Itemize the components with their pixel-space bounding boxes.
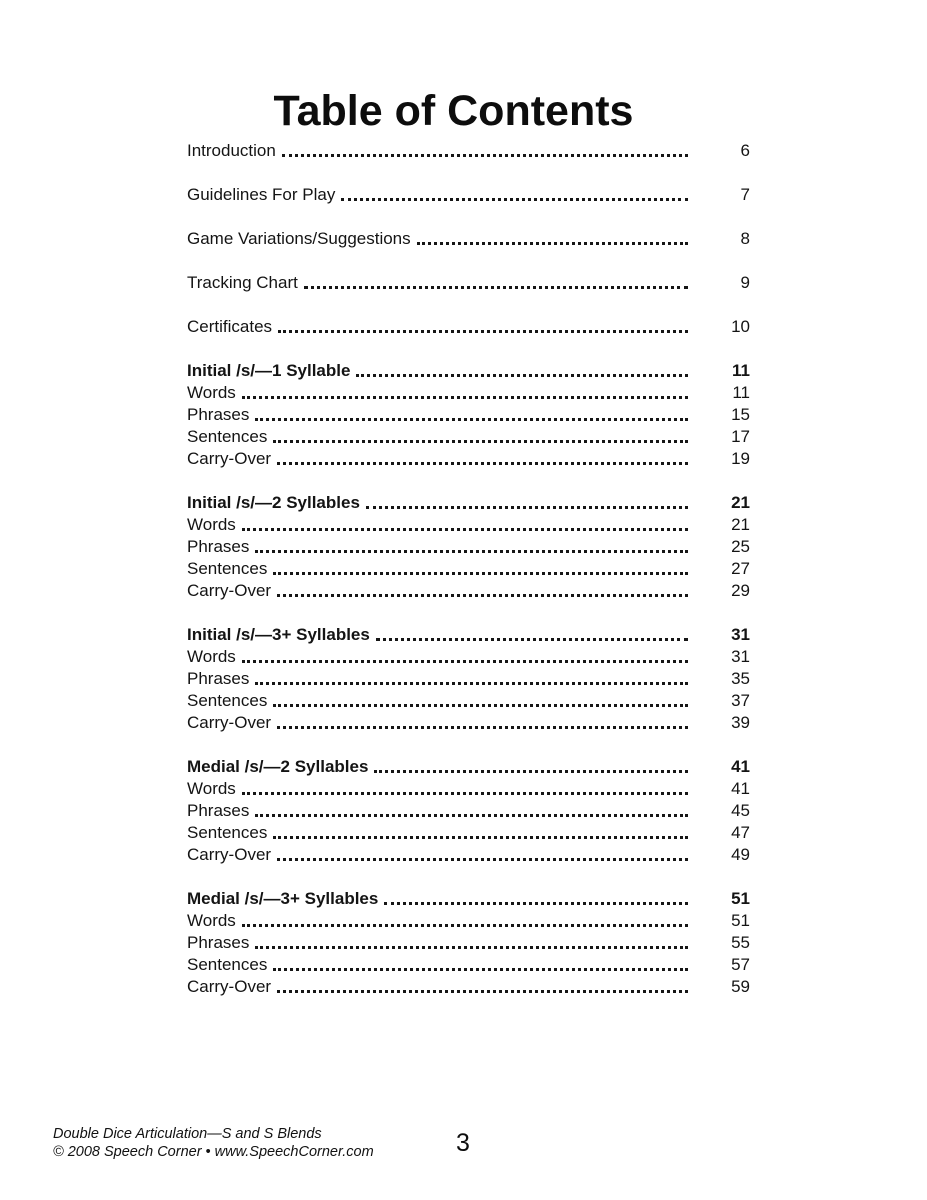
dot-leader [366,506,688,509]
toc-entry-page: 15 [731,405,750,424]
toc-row [187,932,750,954]
toc-row [187,448,750,470]
toc-entry-page: 51 [731,889,750,908]
toc-entry-label: Tracking Chart [187,273,298,292]
dot-leader [356,374,688,377]
toc-entry-label: Words [187,383,236,402]
dot-leader [341,198,688,201]
footer-copyright: © 2008 Speech Corner • www.SpeechCorner.com [53,1143,374,1160]
toc-entry-label: Carry-Over [187,581,272,600]
toc-entry-label: Carry-Over [187,713,272,732]
toc-entry-page: 6 [740,141,750,160]
toc-row [187,382,750,404]
toc-row [187,272,750,294]
toc-entry-page: 21 [731,515,750,534]
dot-leader [282,154,688,157]
toc-entry-label: Initial /s/—2 Syllables [187,493,360,512]
dot-leader [273,836,688,839]
dot-leader [242,396,688,399]
toc-entry-page: 35 [731,669,750,688]
toc-row [187,910,750,932]
toc-row [187,976,750,998]
toc-entry-label: Medial /s/—2 Syllables [187,757,369,776]
page-number: 3 [456,1129,470,1157]
footer-book-title: Double Dice Articulation—S and S Blends [53,1126,322,1142]
toc-row [187,514,750,536]
toc-row [187,712,750,734]
dot-leader [417,242,688,245]
toc-row [187,844,750,866]
toc-row [187,822,750,844]
toc-entry-label: Phrases [187,405,250,424]
toc-entry-page: 31 [731,625,750,644]
dot-leader [255,682,688,685]
dot-leader [273,704,688,707]
toc-row [187,778,750,800]
toc-row [187,404,750,426]
toc-row [187,536,750,558]
toc-entry-page: 9 [740,273,750,292]
toc-entry-page: 45 [731,801,750,820]
toc-row [187,888,750,910]
toc-entry-label: Certificates [187,317,273,336]
dot-leader [384,902,688,905]
toc-row [187,316,750,338]
toc-row [187,756,750,778]
toc-entry-page: 8 [740,229,750,248]
dot-leader [255,946,688,949]
dot-leader [273,572,688,575]
page-title: Table of Contents [273,86,634,135]
toc-entry-page: 21 [731,493,750,512]
toc-entry-label: Words [187,647,236,666]
toc-entry-page: 11 [732,361,750,380]
toc-entry-label: Words [187,911,236,930]
toc-entry-page: 57 [731,955,750,974]
dot-leader [255,418,688,421]
dot-leader [273,968,688,971]
toc-entry-label: Words [187,779,236,798]
toc-entry-page: 37 [731,691,750,710]
toc-entry-page: 10 [731,317,750,336]
toc-entry-page: 27 [731,559,750,578]
toc-row [187,360,750,382]
toc-entry-label: Phrases [187,933,250,952]
toc-row [187,140,750,162]
dot-leader [242,660,688,663]
toc-entry-label: Carry-Over [187,977,272,996]
toc-row [187,426,750,448]
toc-entry-label: Introduction [187,141,276,160]
dot-leader [277,462,688,465]
dot-leader [273,440,688,443]
table-of-contents [187,140,750,998]
dot-leader [277,990,688,993]
toc-row [187,184,750,206]
dot-leader [242,792,688,795]
toc-entry-label: Phrases [187,669,250,688]
toc-row [187,228,750,250]
toc-entry-page: 55 [731,933,750,952]
toc-entry-page: 29 [731,581,750,600]
toc-entry-label: Carry-Over [187,449,272,468]
toc-entry-page: 59 [731,977,750,996]
toc-row [187,954,750,976]
toc-entry-page: 41 [731,757,750,776]
toc-entry-label: Guidelines For Play [187,185,336,204]
toc-entry-page: 41 [731,779,750,798]
dot-leader [255,550,688,553]
toc-row [187,646,750,668]
toc-entry-label: Sentences [187,427,268,446]
dot-leader [376,638,688,641]
toc-entry-page: 11 [732,383,750,402]
toc-row [187,624,750,646]
toc-entry-label: Initial /s/—1 Syllable [187,361,351,380]
dot-leader [255,814,688,817]
toc-row [187,492,750,514]
dot-leader [242,528,688,531]
toc-entry-label: Initial /s/—3+ Syllables [187,625,370,644]
toc-entry-label: Words [187,515,236,534]
toc-entry-label: Sentences [187,691,268,710]
toc-row [187,690,750,712]
toc-entry-page: 19 [731,449,750,468]
footer [53,1126,374,1161]
toc-entry-label: Sentences [187,559,268,578]
toc-entry-page: 25 [731,537,750,556]
toc-entry-page: 49 [731,845,750,864]
toc-entry-page: 7 [740,185,750,204]
toc-entry-label: Game Variations/Suggestions [187,229,411,248]
dot-leader [277,726,688,729]
toc-entry-page: 47 [731,823,750,842]
dot-leader [374,770,688,773]
toc-entry-label: Carry-Over [187,845,272,864]
toc-entry-page: 31 [731,647,750,666]
toc-row [187,668,750,690]
toc-entry-label: Medial /s/—3+ Syllables [187,889,379,908]
dot-leader [277,858,688,861]
dot-leader [277,594,688,597]
toc-entry-label: Phrases [187,537,250,556]
toc-entry-label: Phrases [187,801,250,820]
dot-leader [304,286,688,289]
toc-row [187,800,750,822]
toc-entry-label: Sentences [187,955,268,974]
toc-entry-page: 17 [731,427,750,446]
toc-row [187,580,750,602]
dot-leader [242,924,688,927]
toc-entry-page: 51 [731,911,750,930]
toc-entry-label: Sentences [187,823,268,842]
dot-leader [278,330,688,333]
toc-entry-page: 39 [731,713,750,732]
toc-row [187,558,750,580]
